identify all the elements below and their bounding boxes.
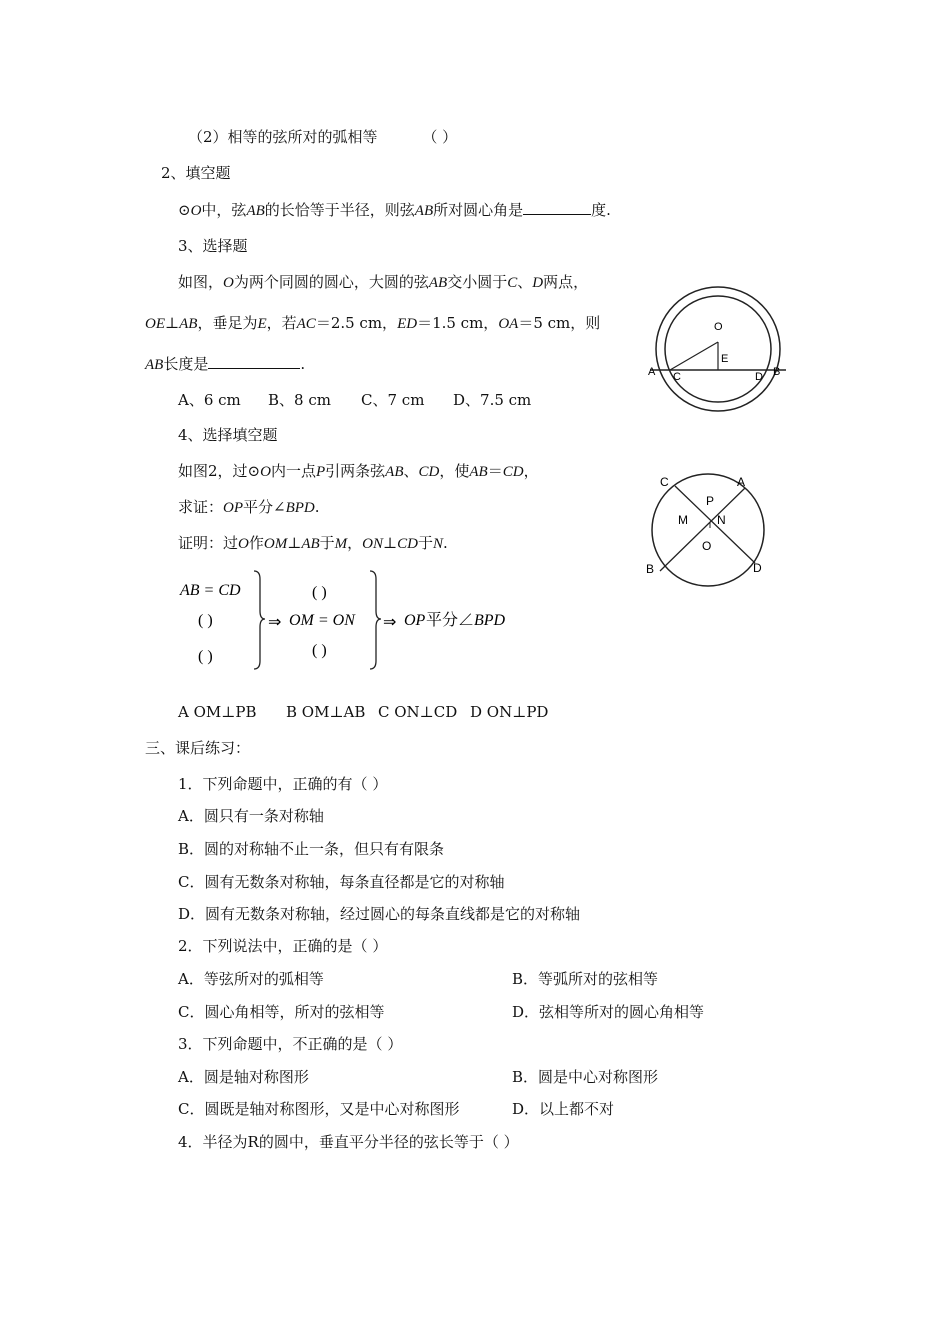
proof-math-block	[176, 565, 536, 675]
p3-q3-option-b: B．圆是中心对称图形	[512, 1068, 659, 1086]
label-b: B	[646, 562, 655, 576]
sec3-line-3: AB长度是 .	[145, 355, 306, 373]
p3-q2-option-a: A．等弦所对的弧相等	[178, 970, 324, 988]
label-d: D	[755, 371, 763, 383]
sec4-option-a: A OM⊥PB	[178, 703, 257, 721]
p3-q1-option-d: D．圆有无数条对称轴，经过圆心的每条直线都是它的对称轴	[178, 905, 581, 923]
label-a: A	[648, 366, 656, 378]
sec3-option-b: B、8 cm	[268, 391, 331, 409]
p3-q3-option-d: D．以上都不对	[512, 1100, 615, 1118]
p3-q1-option-b: B．圆的对称轴不止一条，但只有有限条	[178, 840, 445, 858]
sec4-line-2: 求证：OP平分∠BPD.	[178, 498, 320, 516]
p3-q2-option-b: B．等弧所对的弦相等	[512, 970, 659, 988]
label-d: D	[753, 561, 762, 575]
math-blank-4: ( )	[312, 642, 327, 659]
math-op: OP	[404, 612, 426, 629]
math-om-eq-on: OM = ON	[289, 612, 355, 629]
p3-q3-option-a: A．圆是轴对称图形	[178, 1068, 309, 1086]
p3-q2-option-d: D．弦相等所对的圆心角相等	[512, 1003, 705, 1021]
math-ab-eq-cd: AB = CD	[180, 582, 241, 599]
answer-blank	[523, 200, 591, 215]
label-n: N	[717, 513, 726, 527]
label-m: M	[678, 513, 688, 527]
p3-q3-option-c: C．圆既是轴对称图形，又是中心对称图形	[178, 1100, 460, 1118]
math-blank-1: ( )	[198, 612, 213, 629]
right-brace-1	[254, 571, 265, 669]
chord-ab	[660, 488, 745, 571]
p3-q2-option-c: C．圆心角相等，所对的弦相等	[178, 1003, 385, 1021]
math-bisect: 平分∠	[426, 612, 475, 629]
sec3-option-a: A、6 cm	[178, 391, 241, 409]
chord-circle-figure	[642, 468, 772, 598]
sec3-line-1: 如图，O为两个同圆的圆心，大圆的弦AB交小圆于C、D两点，	[178, 273, 589, 291]
p3-q2-stem: 2．下列说法中，正确的是（ ）	[178, 937, 388, 955]
p3-q1-option-c: C．圆有无数条对称轴，每条直径都是它的对称轴	[178, 873, 505, 891]
q1-item-2-paren: （ ）	[422, 128, 458, 146]
segment-oc	[670, 342, 718, 370]
sec3-option-d: D、7.5 cm	[453, 391, 532, 409]
q1-item-2-text: （2）相等的弦所对的弧相等	[188, 128, 378, 146]
sec4-option-c: C ON⊥CD	[378, 703, 458, 721]
right-brace-2	[370, 571, 381, 669]
sec3-line-2: OE⊥AB，垂足为E，若AC＝2.5 cm，ED＝1.5 cm，OA＝5 cm，则	[145, 314, 601, 332]
sec4-option-d: D ON⊥PD	[470, 703, 549, 721]
answer-blank	[208, 354, 300, 369]
label-c: C	[660, 475, 669, 489]
implies-arrow-2: ⇒	[383, 614, 397, 631]
sec4-line-3: 证明：过O作OM⊥AB于M，ON⊥CD于N.	[178, 534, 448, 552]
sec2-question: ⊙O中，弦AB的长恰等于半径，则弦AB所对圆心角是 度.	[178, 201, 611, 219]
sec3-option-c: C、7 cm	[361, 391, 425, 409]
q1-item-2	[188, 127, 457, 147]
p3-q4-stem: 4．半径为R的圆中，垂直平分半径的弦长等于（ ）	[178, 1133, 519, 1151]
p3-q3-stem: 3．下列命题中，不正确的是（ ）	[178, 1035, 403, 1053]
part3-heading: 三、课后练习：	[145, 739, 251, 757]
implies-arrow-1: ⇒	[268, 614, 282, 631]
label-e: E	[721, 353, 729, 365]
p3-q1-stem: 1．下列命题中，正确的有（ ）	[178, 775, 388, 793]
sec2-heading: 2、填空题	[161, 164, 231, 182]
math-blank-2: ( )	[198, 648, 213, 665]
label-a: A	[737, 475, 746, 489]
sec4-heading: 4、选择填空题	[178, 426, 278, 444]
sec4-option-b: B OM⊥AB	[286, 703, 366, 721]
math-bpd: BPD	[474, 612, 506, 629]
math-blank-3: ( )	[312, 584, 327, 601]
label-c: C	[673, 371, 681, 383]
label-o: O	[714, 321, 723, 333]
p3-q1-option-a: A．圆只有一条对称轴	[178, 807, 324, 825]
concentric-circles-figure	[646, 282, 796, 412]
label-b: B	[773, 366, 781, 378]
sec3-heading: 3、选择题	[178, 237, 248, 255]
label-o: O	[702, 539, 712, 553]
sec4-line-1: 如图2，过⊙O内一点P引两条弦AB、CD，使AB＝CD，	[178, 462, 539, 480]
circle-o	[652, 474, 764, 586]
label-p: P	[706, 494, 715, 508]
